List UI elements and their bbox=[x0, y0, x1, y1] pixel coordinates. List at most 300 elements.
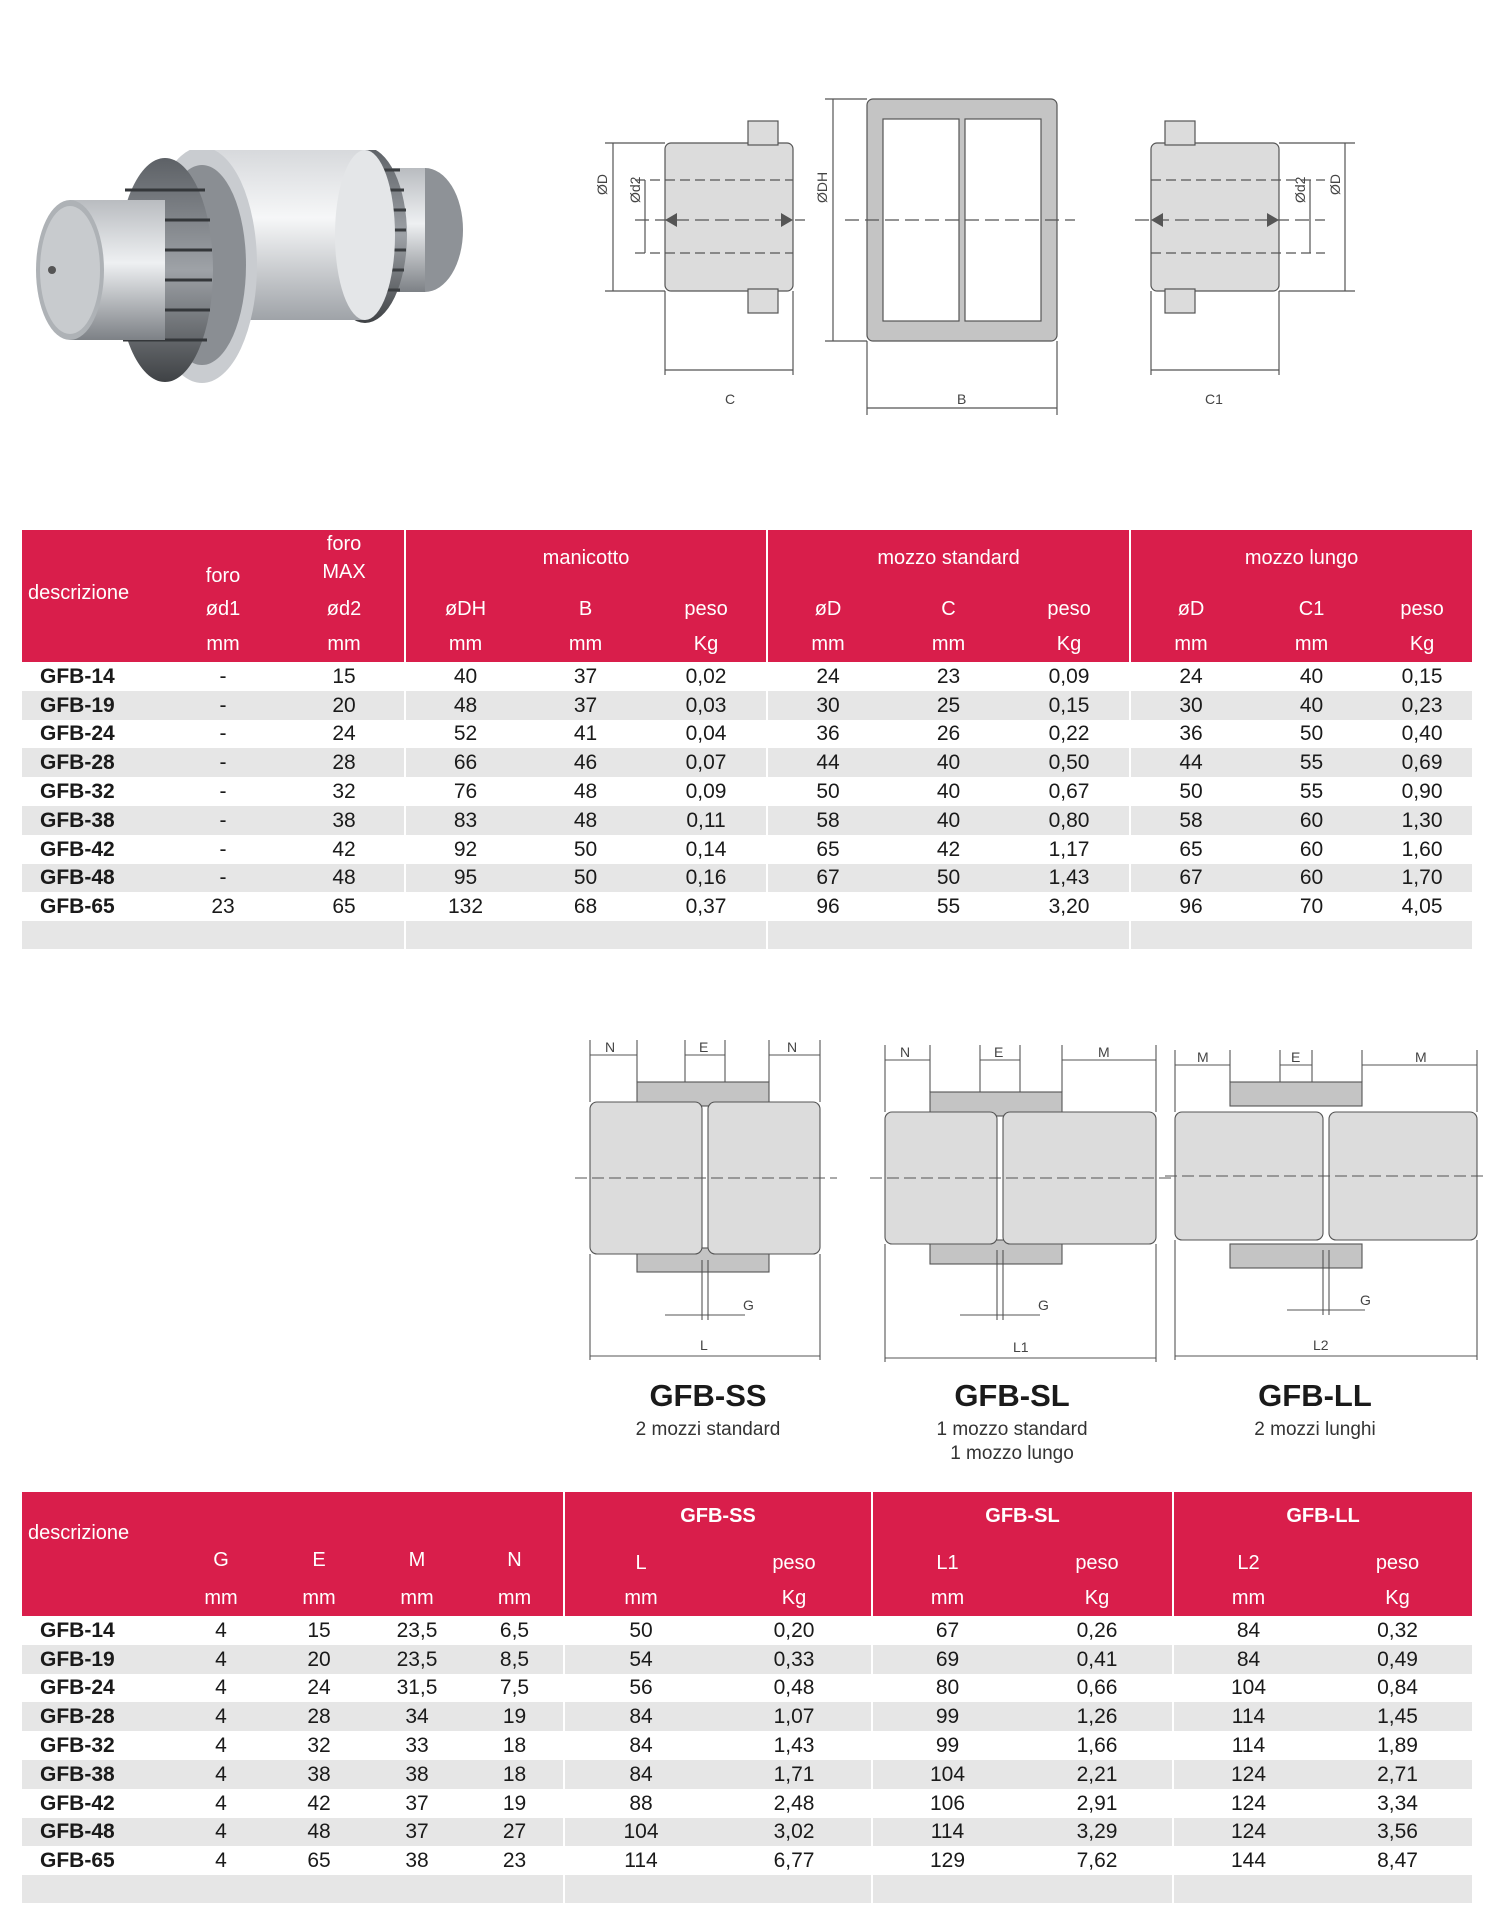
table-cell: 40 bbox=[888, 806, 1009, 835]
unit-lungo-peso: Kg bbox=[1372, 626, 1472, 662]
table-cell: 48 bbox=[270, 1818, 368, 1847]
col-manicotto-b: B bbox=[525, 592, 646, 626]
model-name-cell: GFB-65 bbox=[40, 1849, 115, 1873]
table-row bbox=[22, 1760, 1472, 1789]
model-name-cell: GFB-24 bbox=[40, 1676, 115, 1700]
table-row bbox=[22, 1818, 1472, 1847]
table-cell: 0,50 bbox=[1009, 748, 1130, 777]
table-cell: 50 bbox=[767, 777, 888, 806]
label-dim-C1: C1 bbox=[1205, 391, 1223, 407]
table-cell: 65 bbox=[332, 895, 356, 919]
table-cell: 40 bbox=[1299, 664, 1324, 688]
unit-lungo-d: mm bbox=[1130, 626, 1251, 662]
table-cell: 4 bbox=[215, 1791, 227, 1815]
unit-manicotto-dh: mm bbox=[405, 626, 525, 662]
table-cell: 4 bbox=[172, 1702, 270, 1731]
table-cell: 42 bbox=[936, 837, 961, 861]
table-cell: 0,33 bbox=[717, 1645, 872, 1674]
table-cell: 52 bbox=[405, 720, 525, 749]
table-footer-cell bbox=[368, 1875, 466, 1903]
table-cell: - bbox=[162, 864, 284, 893]
unit2-ll-peso: Kg bbox=[1323, 1580, 1472, 1616]
table-cell: 44 bbox=[767, 748, 888, 777]
ll-dim-len: L2 bbox=[1313, 1337, 1329, 1353]
table-cell: 37 bbox=[368, 1818, 466, 1847]
table-cell: 50 bbox=[888, 864, 1009, 893]
table-cell: 1,26 bbox=[1022, 1702, 1173, 1731]
table-cell: 0,03 bbox=[646, 691, 767, 720]
table-cell: 84 bbox=[564, 1731, 717, 1760]
model-name-cell: GFB-28 bbox=[22, 748, 162, 777]
table-cell: 1,89 bbox=[1377, 1734, 1418, 1758]
table-cell: - bbox=[219, 722, 227, 746]
dimension-drawing-top bbox=[565, 95, 1470, 430]
group-gfb-ll: GFB-LL bbox=[1173, 1492, 1472, 1546]
table-footer-cell bbox=[646, 921, 767, 949]
table-cell: 0,15 bbox=[1009, 691, 1130, 720]
table-row bbox=[22, 1702, 1472, 1731]
group-mozzo-standard: mozzo standard bbox=[767, 530, 1130, 592]
table-cell: 0,67 bbox=[1048, 780, 1090, 804]
table-cell: 114 bbox=[872, 1818, 1022, 1847]
col-std-peso: peso bbox=[1009, 592, 1130, 626]
table-footer-cell bbox=[767, 921, 888, 949]
ss-dim-right: N bbox=[787, 1039, 798, 1055]
table-cell: 32 bbox=[307, 1734, 331, 1758]
table-cell: 95 bbox=[405, 864, 525, 893]
table-cell: 26 bbox=[936, 722, 961, 746]
col2-sl-peso: peso bbox=[1022, 1546, 1173, 1580]
unit-std-c: mm bbox=[888, 626, 1009, 662]
table-footer-cell bbox=[717, 1875, 872, 1903]
unit2-ss-peso: Kg bbox=[717, 1580, 872, 1616]
table-cell: - bbox=[219, 837, 227, 861]
table-row bbox=[22, 662, 1472, 691]
table-cell: 70 bbox=[1299, 895, 1324, 919]
table-cell: 23 bbox=[936, 664, 961, 688]
model-name-cell: GFB-28 bbox=[22, 1702, 172, 1731]
table-cell: 66 bbox=[405, 748, 525, 777]
label-dia-d2-left: Ød2 bbox=[627, 176, 643, 203]
col-foro-d2-line2: MAX bbox=[322, 561, 366, 583]
model-name-cell: GFB-19 bbox=[22, 1645, 172, 1674]
table-cell: 65 bbox=[767, 835, 888, 864]
table-cell: 23 bbox=[211, 895, 235, 919]
table-cell: 2,71 bbox=[1323, 1760, 1472, 1789]
label-dim-C: C bbox=[725, 391, 736, 407]
table-cell: 3,20 bbox=[1048, 895, 1090, 919]
table-cell: 4 bbox=[215, 1734, 227, 1758]
hub-sleeve-dimension-table bbox=[22, 530, 1472, 949]
variant-title-sl: GFB-SL bbox=[954, 1378, 1070, 1413]
table-footer-cell bbox=[1173, 1875, 1323, 1903]
table-cell: 28 bbox=[270, 1702, 368, 1731]
table-cell: 0,14 bbox=[685, 837, 727, 861]
table-cell: 106 bbox=[872, 1789, 1022, 1818]
table-cell: 1,66 bbox=[1076, 1734, 1118, 1758]
table-cell: 23,5 bbox=[368, 1645, 466, 1674]
col-foro-d2-line1: foro bbox=[326, 533, 362, 555]
table-cell: 99 bbox=[872, 1702, 1022, 1731]
table-cell: 50 bbox=[1299, 722, 1324, 746]
table-cell: 50 bbox=[564, 1616, 717, 1645]
table-footer-cell bbox=[1323, 1875, 1472, 1903]
table-cell: 3,02 bbox=[717, 1818, 872, 1847]
unit2-n: mm bbox=[466, 1580, 564, 1616]
table-cell: 40 bbox=[936, 780, 961, 804]
variant-drawings bbox=[575, 1020, 1485, 1370]
table-cell: 38 bbox=[284, 806, 405, 835]
table-cell: 3,34 bbox=[1377, 1791, 1418, 1815]
table-cell: 33 bbox=[405, 1734, 429, 1758]
unit2-g: mm bbox=[172, 1580, 270, 1616]
table-row bbox=[22, 1674, 1472, 1703]
sl-dim-mid: E bbox=[994, 1044, 1004, 1060]
table-cell: 0,20 bbox=[773, 1618, 815, 1642]
table-cell: 40 bbox=[405, 662, 525, 691]
table-cell: 69 bbox=[872, 1645, 1022, 1674]
table-footer-cell bbox=[525, 921, 646, 949]
table-cell: 27 bbox=[466, 1818, 564, 1847]
group-gfb-sl: GFB-SL bbox=[872, 1492, 1173, 1546]
table-cell: 4 bbox=[215, 1676, 227, 1700]
table-cell: 50 bbox=[525, 864, 646, 893]
table-cell: 4 bbox=[215, 1849, 227, 1873]
table-cell: 65 bbox=[307, 1849, 331, 1873]
table-cell: 0,66 bbox=[1076, 1676, 1118, 1700]
table-cell: 42 bbox=[307, 1791, 331, 1815]
table-cell: 1,71 bbox=[717, 1760, 872, 1789]
table-cell: 8,47 bbox=[1377, 1849, 1418, 1873]
table-cell: 84 bbox=[1173, 1616, 1323, 1645]
model-name-cell: GFB-32 bbox=[40, 1734, 115, 1758]
table-cell: 2,21 bbox=[1022, 1760, 1173, 1789]
table2-body bbox=[22, 1616, 1472, 1903]
table-cell: 19 bbox=[466, 1702, 564, 1731]
table-cell: 44 bbox=[1130, 748, 1251, 777]
model-name-cell: GFB-42 bbox=[40, 1791, 115, 1815]
table-cell: 1,30 bbox=[1372, 806, 1472, 835]
table-cell: 34 bbox=[368, 1702, 466, 1731]
table-cell: 6,77 bbox=[773, 1849, 815, 1873]
table-footer-cell bbox=[1130, 921, 1251, 949]
table-cell: 55 bbox=[936, 895, 961, 919]
table-footer-cell bbox=[22, 1875, 172, 1903]
table-cell: 31,5 bbox=[396, 1676, 438, 1700]
variant-subtitle-sl-line2: 1 mozzo lungo bbox=[950, 1443, 1074, 1464]
sl-dim-gap: G bbox=[1038, 1297, 1049, 1313]
table-cell: 32 bbox=[332, 780, 356, 804]
table-footer-cell bbox=[270, 1875, 368, 1903]
col2-ss-peso: peso bbox=[717, 1546, 872, 1580]
table-cell: 124 bbox=[1173, 1789, 1323, 1818]
table-footer-cell bbox=[1372, 921, 1472, 949]
model-name-cell: GFB-48 bbox=[22, 864, 162, 893]
table-cell: 0,48 bbox=[773, 1676, 815, 1700]
sl-dim-right: M bbox=[1098, 1044, 1110, 1060]
col2-ll-peso: peso bbox=[1323, 1546, 1472, 1580]
table-cell: 6,5 bbox=[499, 1618, 530, 1642]
table-cell: 23,5 bbox=[396, 1618, 438, 1642]
table-cell: 0,26 bbox=[1076, 1618, 1118, 1642]
table-cell: 104 bbox=[1173, 1674, 1323, 1703]
variant-subtitle-ll bbox=[1185, 1418, 1445, 1442]
table-row bbox=[22, 1616, 1472, 1645]
model-name-cell: GFB-14 bbox=[40, 1618, 115, 1642]
table-cell: 0,15 bbox=[1401, 664, 1443, 688]
assembly-dimension-table bbox=[22, 1492, 1472, 1903]
col-foro-d1-top: foro bbox=[162, 530, 284, 592]
table-cell: 67 bbox=[1130, 864, 1251, 893]
table-cell: 38 bbox=[368, 1760, 466, 1789]
model-name-cell: GFB-48 bbox=[22, 1818, 172, 1847]
table-cell: 48 bbox=[525, 806, 646, 835]
table-row bbox=[22, 1789, 1472, 1818]
table-cell: 114 bbox=[1173, 1702, 1323, 1731]
table-row bbox=[22, 892, 1472, 921]
table-cell: 144 bbox=[1173, 1846, 1323, 1875]
variant-subtitle-ll-line1: 2 mozzi lunghi bbox=[1254, 1419, 1376, 1440]
table-cell: 1,70 bbox=[1372, 864, 1472, 893]
table-footer-cell bbox=[1009, 921, 1130, 949]
table1-body bbox=[22, 662, 1472, 949]
table-row bbox=[22, 806, 1472, 835]
table-cell: 37 bbox=[573, 664, 598, 688]
table-cell: 114 bbox=[564, 1846, 717, 1875]
table-cell: 48 bbox=[573, 780, 598, 804]
ll-dim-mid: E bbox=[1291, 1049, 1301, 1065]
table-cell: 55 bbox=[1251, 748, 1372, 777]
unit2-sl-peso: Kg bbox=[1022, 1580, 1173, 1616]
table-footer-cell bbox=[1022, 1875, 1173, 1903]
unit-manicotto-b: mm bbox=[525, 626, 646, 662]
table-cell: 0,22 bbox=[1048, 722, 1090, 746]
table-cell: 1,60 bbox=[1401, 837, 1443, 861]
table-cell: 60 bbox=[1251, 806, 1372, 835]
table-row bbox=[22, 777, 1472, 806]
table-cell: 30 bbox=[1130, 691, 1251, 720]
table-cell: 36 bbox=[767, 720, 888, 749]
unit2-e: mm bbox=[270, 1580, 368, 1616]
unit-std-d: mm bbox=[767, 626, 888, 662]
unit-manicotto-peso: Kg bbox=[646, 626, 767, 662]
table-cell: 0,04 bbox=[685, 722, 727, 746]
table-cell: 56 bbox=[564, 1674, 717, 1703]
unit2-blank bbox=[22, 1580, 172, 1616]
table-cell: 68 bbox=[573, 895, 598, 919]
label-dia-DH: ØDH bbox=[814, 171, 830, 203]
col2-m: M bbox=[368, 1492, 466, 1580]
table-cell: 0,69 bbox=[1372, 748, 1472, 777]
col2-g: G bbox=[172, 1492, 270, 1580]
variant-subtitle-ss-line1: 2 mozzi standard bbox=[635, 1419, 781, 1440]
table-row bbox=[22, 864, 1472, 893]
col-foro-d2-top bbox=[284, 530, 405, 592]
col2-n: N bbox=[466, 1492, 564, 1580]
table-footer-cell bbox=[405, 921, 525, 949]
table-cell: 58 bbox=[767, 806, 888, 835]
ll-dim-right: M bbox=[1415, 1049, 1427, 1065]
table-cell: 124 bbox=[1173, 1818, 1323, 1847]
col-foro-d1-name: ød1 bbox=[162, 592, 284, 626]
table-cell: 0,07 bbox=[646, 748, 767, 777]
table-cell: - bbox=[162, 806, 284, 835]
table-cell: 7,62 bbox=[1076, 1849, 1118, 1873]
table-cell: 0,11 bbox=[646, 806, 767, 835]
table-footer-cell bbox=[1251, 921, 1372, 949]
model-name-cell: GFB-19 bbox=[22, 691, 162, 720]
table-cell: 0,37 bbox=[685, 895, 727, 919]
table-cell: 1,43 bbox=[773, 1734, 815, 1758]
ll-dim-left: M bbox=[1197, 1049, 1209, 1065]
col2-descrizione: descrizione bbox=[22, 1492, 172, 1580]
table-cell: 8,5 bbox=[466, 1645, 564, 1674]
ll-dim-gap: G bbox=[1360, 1292, 1371, 1308]
table-cell: 4 bbox=[172, 1818, 270, 1847]
table-cell: 96 bbox=[1130, 892, 1251, 921]
table-cell: 37 bbox=[525, 691, 646, 720]
table-row bbox=[22, 835, 1472, 864]
col-std-c: C bbox=[888, 592, 1009, 626]
table-cell: 99 bbox=[872, 1731, 1022, 1760]
model-name-cell: GFB-38 bbox=[22, 1760, 172, 1789]
model-name-cell: GFB-65 bbox=[40, 895, 115, 919]
col-std-d: øD bbox=[767, 592, 888, 626]
col-descrizione: descrizione bbox=[22, 530, 162, 662]
label-dia-D-left: ØD bbox=[594, 174, 610, 195]
label-dim-B: B bbox=[957, 391, 967, 407]
table-row bbox=[22, 691, 1472, 720]
table-cell: 24 bbox=[307, 1676, 331, 1700]
table-cell: 1,45 bbox=[1323, 1702, 1472, 1731]
model-name-cell: GFB-14 bbox=[40, 664, 115, 688]
col-lungo-c1: C1 bbox=[1251, 592, 1372, 626]
table-cell: 4 bbox=[172, 1645, 270, 1674]
table-cell: 20 bbox=[284, 691, 405, 720]
ss-dim-mid: E bbox=[699, 1039, 709, 1055]
table-cell: 67 bbox=[767, 864, 888, 893]
table-cell: 50 bbox=[1130, 777, 1251, 806]
table-cell: 7,5 bbox=[499, 1676, 530, 1700]
table-cell: 84 bbox=[1173, 1645, 1323, 1674]
table-cell: 36 bbox=[1130, 720, 1251, 749]
table-cell: 4 bbox=[215, 1618, 227, 1642]
table-cell: 124 bbox=[1173, 1760, 1323, 1789]
col-manicotto-dh: øDH bbox=[405, 592, 525, 626]
table-cell: 38 bbox=[270, 1760, 368, 1789]
table-cell: 0,40 bbox=[1401, 722, 1443, 746]
table-cell: 15 bbox=[332, 664, 356, 688]
table-footer-cell bbox=[564, 1875, 717, 1903]
table-cell: 2,91 bbox=[1076, 1791, 1118, 1815]
table-footer-cell bbox=[888, 921, 1009, 949]
table-cell: 20 bbox=[270, 1645, 368, 1674]
table-cell: 60 bbox=[1251, 864, 1372, 893]
table-cell: 132 bbox=[405, 892, 525, 921]
table-cell: 84 bbox=[564, 1760, 717, 1789]
table-cell: 24 bbox=[332, 722, 356, 746]
table-cell: 41 bbox=[573, 722, 598, 746]
table-cell: 30 bbox=[767, 691, 888, 720]
table-cell: 0,09 bbox=[1048, 664, 1090, 688]
table-cell: 54 bbox=[564, 1645, 717, 1674]
unit-lungo-c1: mm bbox=[1251, 626, 1372, 662]
table-cell: 0,41 bbox=[1022, 1645, 1173, 1674]
unit-foro-d2: mm bbox=[284, 626, 405, 662]
table-cell: 24 bbox=[767, 662, 888, 691]
table-row bbox=[22, 720, 1472, 749]
label-dia-D-right: ØD bbox=[1327, 174, 1343, 195]
table-footer-cell bbox=[162, 921, 284, 949]
table-footer-cell bbox=[284, 921, 405, 949]
table-cell: 83 bbox=[405, 806, 525, 835]
table-cell: 1,07 bbox=[717, 1702, 872, 1731]
unit2-ll-l2: mm bbox=[1173, 1580, 1323, 1616]
table-row bbox=[22, 748, 1472, 777]
group-mozzo-lungo: mozzo lungo bbox=[1130, 530, 1472, 592]
table-footer-cell bbox=[22, 921, 162, 949]
table-cell: 25 bbox=[888, 691, 1009, 720]
variant-subtitle-ss bbox=[578, 1418, 838, 1442]
table-cell: 0,02 bbox=[685, 664, 727, 688]
table-cell: 4 bbox=[172, 1760, 270, 1789]
col2-sl-l1: L1 bbox=[872, 1546, 1022, 1580]
table-cell: - bbox=[162, 691, 284, 720]
col-lungo-peso: peso bbox=[1372, 592, 1472, 626]
table-cell: 114 bbox=[1173, 1731, 1323, 1760]
table-footer-row bbox=[22, 1875, 1472, 1903]
table-cell: - bbox=[162, 748, 284, 777]
table-cell: 3,29 bbox=[1022, 1818, 1173, 1847]
unit2-ss-l: mm bbox=[564, 1580, 717, 1616]
table-cell: 67 bbox=[872, 1616, 1022, 1645]
table-cell: 23 bbox=[502, 1849, 527, 1873]
table-cell: 40 bbox=[1251, 691, 1372, 720]
table-cell: 50 bbox=[573, 837, 598, 861]
col2-ss-l: L bbox=[564, 1546, 717, 1580]
table-cell: 42 bbox=[332, 837, 356, 861]
table-cell: 96 bbox=[767, 892, 888, 921]
table-cell: 2,48 bbox=[773, 1791, 815, 1815]
table-footer-cell bbox=[172, 1875, 270, 1903]
model-name-cell: GFB-42 bbox=[40, 837, 115, 861]
sl-dim-len: L1 bbox=[1013, 1339, 1029, 1355]
table-cell: 37 bbox=[405, 1791, 429, 1815]
table-cell: 92 bbox=[405, 835, 525, 864]
table-cell: 104 bbox=[564, 1818, 717, 1847]
unit-foro-d1: mm bbox=[162, 626, 284, 662]
table-cell: 1,43 bbox=[1009, 864, 1130, 893]
table-cell: 4,05 bbox=[1401, 895, 1443, 919]
variant-subtitle-sl-line1: 1 mozzo standard bbox=[936, 1419, 1088, 1440]
label-dia-d2-right: Ød2 bbox=[1292, 176, 1308, 203]
col2-ll-l2: L2 bbox=[1173, 1546, 1323, 1580]
variant-subtitle-sl bbox=[882, 1418, 1142, 1466]
table-cell: 46 bbox=[525, 748, 646, 777]
col2-e: E bbox=[270, 1492, 368, 1580]
group-manicotto: manicotto bbox=[405, 530, 767, 592]
table-cell: 65 bbox=[1130, 835, 1251, 864]
table-cell: 1,17 bbox=[1048, 837, 1090, 861]
variant-title-ss: GFB-SS bbox=[649, 1378, 767, 1413]
table-cell: 0,84 bbox=[1377, 1676, 1418, 1700]
table-cell: 129 bbox=[872, 1846, 1022, 1875]
table-cell: 0,49 bbox=[1323, 1645, 1472, 1674]
col-foro-d2-name: ød2 bbox=[284, 592, 405, 626]
table-cell: 76 bbox=[405, 777, 525, 806]
col-manicotto-peso: peso bbox=[646, 592, 767, 626]
unit-std-peso: Kg bbox=[1009, 626, 1130, 662]
